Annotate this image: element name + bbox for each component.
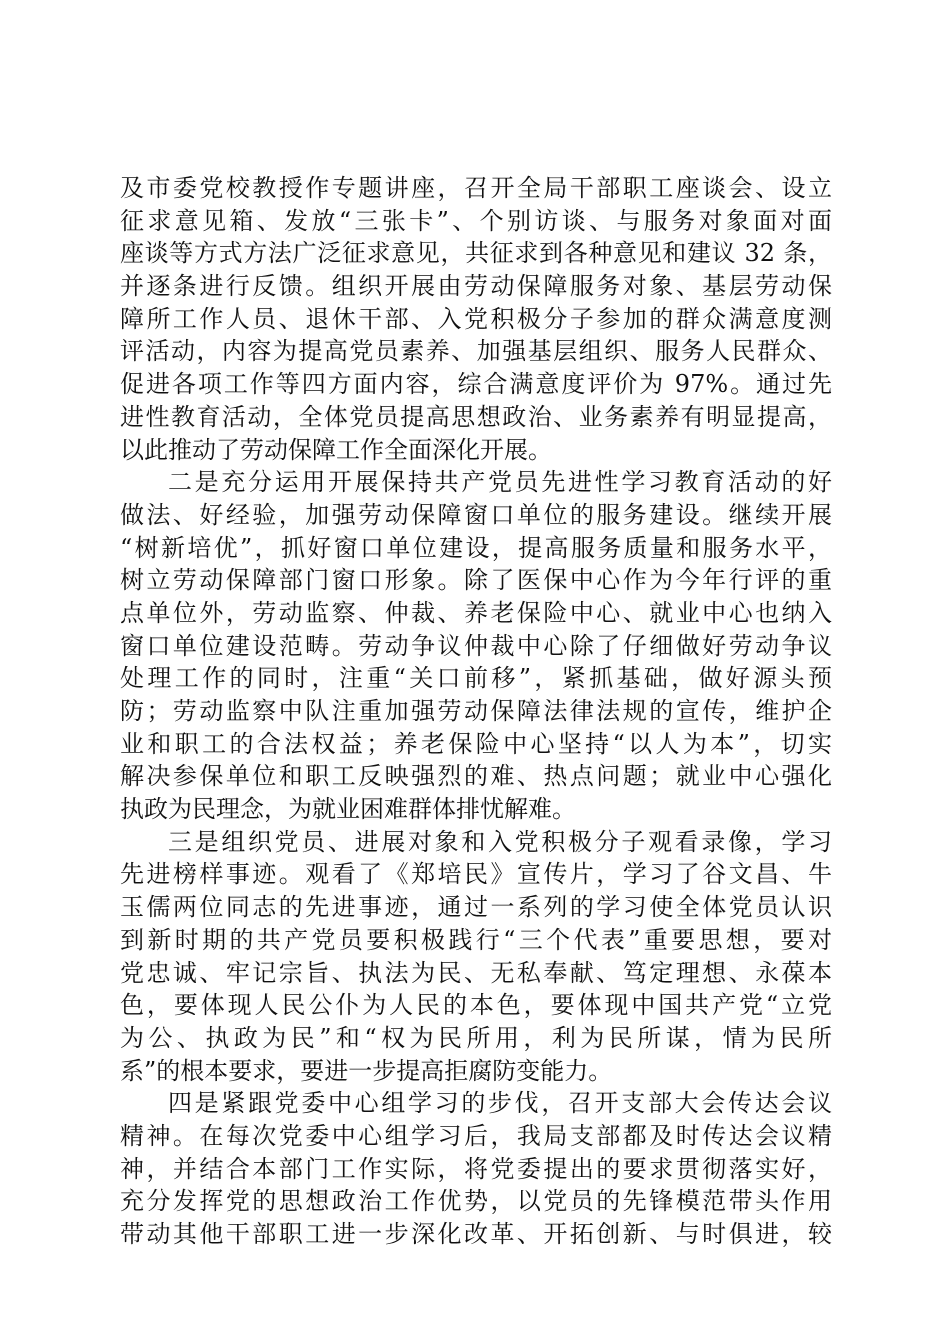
text-line: 党忠诚、牢记宗旨、执法为民、无私奉献、笃定理想、永葆本 [120,958,832,987]
text-line: 为公、执政为民”和“权为民所用，利为民所谋，情为民所 [120,1023,832,1052]
text-line: 先进榜样事迹。观看了《郑培民》宣传片，学习了谷文昌、牛 [120,860,832,889]
text-line: 系”的根本要求，要进一步提高拒腐防变能力。 [120,1056,613,1085]
text-line: 解决参保单位和职工反映强烈的难、热点问题；就业中心强化 [120,762,832,791]
text-line: 点单位外，劳动监察、仲裁、养老保险中心、就业中心也纳入 [120,598,832,627]
paragraph [120,466,832,826]
text-line: 做法、好经验，加强劳动保障窗口单位的服务建设。继续开展 [120,500,832,529]
paragraph [120,172,832,466]
text-line: 促进各项工作等四方面内容，综合满意度评价为 97%。通过先 [120,370,832,399]
text-line: 并逐条进行反馈。组织开展由劳动保障服务对象、基层劳动保 [120,272,832,301]
text-line: 防；劳动监察中队注重加强劳动保障法律法规的宣传，维护企 [120,697,832,725]
text-line: 障所工作人员、退休干部、入党积极分子参加的群众满意度测 [120,304,832,333]
text-line: 评活动，内容为提高党员素养、加强基层组织、服务人民群众、 [120,337,832,366]
text-line: 玉儒两位同志的先进事迹，通过一系列的学习使全体党员认识 [120,893,832,922]
text-line: 窗口单位建设范畴。劳动争议仲裁中心除了仔细做好劳动争议 [120,631,832,660]
text-line: 征求意见箱、发放“三张卡”、个别访谈、与服务对象面对面 [120,206,832,235]
text-line: 执政为民理念，为就业困难群体排忧解难。 [120,795,576,824]
text-line: 二是充分运用开展保持共产党员先进性学习教育活动的好 [168,468,832,497]
paragraph [120,1087,832,1250]
text-line: 及市委党校教授作专题讲座，召开全局干部职工座谈会、设立 [120,174,832,202]
text-line: 色，要体现人民公仆为人民的本色，要体现中国共产党“立党 [120,991,832,1020]
text-line: 座谈等方式方法广泛征求意见，共征求到各种意见和建议 32 条， [120,239,832,268]
text-line: 业和职工的合法权益；养老保险中心坚持“以人为本”，切实 [120,729,832,758]
text-line: 以此推动了劳动保障工作全面深化开展。 [120,435,552,464]
text-line: 处理工作的同时，注重“关口前移”，紧抓基础，做好源头预 [120,664,832,693]
text-line: 充分发挥党的思想政治工作优势，以党员的先锋模范带头作用 [120,1187,832,1216]
text-line: 树立劳动保障部门窗口形象。除了医保中心作为今年行评的重 [120,566,832,595]
text-line: 到新时期的共产党员要积极践行“三个代表”重要思想，要对 [120,925,832,954]
text-line: 精神。在每次党委中心组学习后，我局支部都及时传达会议精 [120,1121,832,1150]
text-line: 带动其他干部职工进一步深化改革、开拓创新、与时俱进，较 [120,1220,832,1248]
text-line: 神，并结合本部门工作实际，将党委提出的要求贯彻落实好， [120,1154,832,1183]
paragraph [120,826,832,1088]
text-line: 三是组织党员、进展对象和入党积极分子观看录像，学习 [168,827,832,856]
document-body [120,172,832,1251]
text-line: “树新培优”，抓好窗口单位建设，提高服务质量和服务水平， [120,533,832,562]
text-line: 进性教育活动，全体党员提高思想政治、业务素养有明显提高， [120,402,832,431]
text-line: 四是紧跟党委中心组学习的步伐，召开支部大会传达会议 [168,1089,832,1118]
